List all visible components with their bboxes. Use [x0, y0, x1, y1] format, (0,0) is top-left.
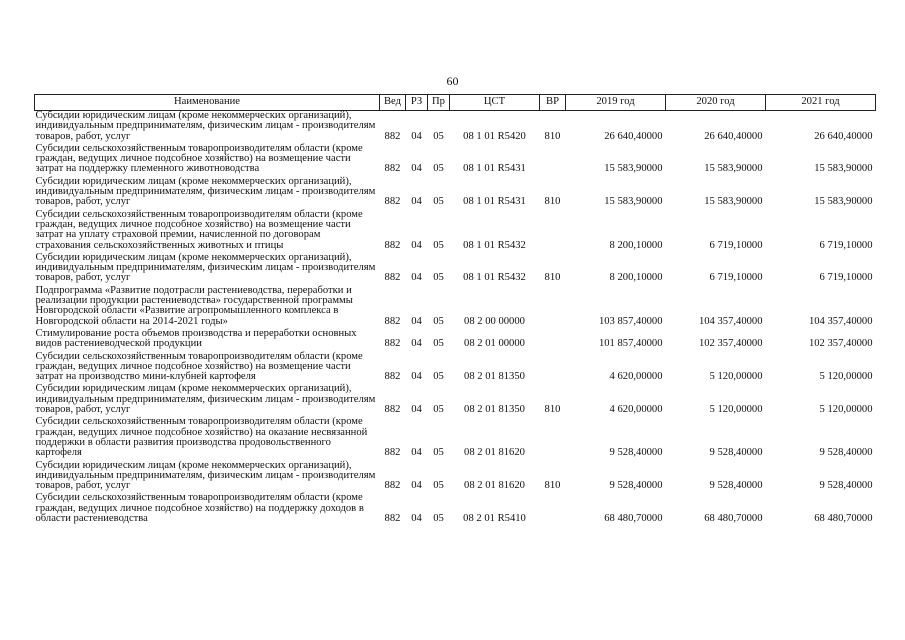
amount-2019-cell: 4 620,00000	[609, 371, 663, 383]
name-cell: Субсидии сельскохозяйственным товаропроизводителям области (кроме граждан, ведущих личное подсобное хозяйство) на возмещение части затрат на поддержку племенного животноводства	[35, 142, 363, 175]
column-header-vr: ВР	[540, 95, 566, 111]
rz-cell: 04	[411, 480, 422, 492]
name-cell: Субсидии сельскохозяйственным товаропроизводителям области (кроме граждан, ведущих личное подсобное хозяйство) на поддержку доходов в области растениеводства	[35, 492, 364, 524]
table-row	[35, 253, 876, 286]
rz-cell: 04	[411, 338, 422, 350]
cst-cell: 08 1 01 R5431	[463, 163, 526, 175]
amount-2021-cell: 26 640,40000	[814, 130, 873, 142]
rz-cell: 04	[411, 272, 422, 284]
ved-cell: 882	[384, 315, 401, 327]
amount-2020-cell: 26 640,40000	[704, 130, 763, 142]
ved-cell: 882	[384, 371, 401, 383]
vr-cell	[540, 329, 566, 352]
table-row	[35, 144, 876, 177]
vr-cell: 810	[544, 130, 561, 142]
table-row	[35, 210, 876, 253]
ved-cell: 882	[384, 163, 401, 175]
amount-2019-cell: 26 640,40000	[604, 130, 663, 142]
pr-cell: 05	[433, 196, 444, 208]
column-header-2021: 2021 год	[766, 95, 876, 111]
column-header-name: Наименование	[35, 95, 380, 111]
column-header-cst: ЦСТ	[450, 95, 540, 111]
amount-2020-cell: 102 357,40000	[698, 338, 763, 350]
amount-2021-cell: 6 719,10000	[819, 272, 873, 284]
table-row	[35, 111, 876, 144]
ved-cell: 882	[384, 272, 401, 284]
pr-cell: 05	[433, 338, 444, 350]
name-cell: Подпрограмма «Развитие подотрасли растениеводства, переработки и реализации продукции растениеводства» государственной программы Новгородской области «Развитие агропромышленного комплекса в Новгородской области на 2014-2021 годы»	[35, 284, 353, 327]
name-cell: Субсидии юридическим лицам (кроме некоммерческих организаций), индивидуальным предпринимателям, физическим лицам - производителям товаров, работ, услуг	[35, 459, 376, 492]
cst-cell: 08 2 01 81620	[464, 480, 525, 492]
amount-2020-cell: 68 480,70000	[704, 512, 763, 524]
pr-cell: 05	[433, 447, 444, 459]
table-row	[35, 286, 876, 329]
amount-2021-cell: 6 719,10000	[819, 239, 873, 251]
amount-2019-cell: 9 528,40000	[609, 447, 663, 459]
cst-cell: 08 1 01 R5431	[463, 196, 526, 208]
ved-cell: 882	[384, 239, 401, 251]
rz-cell: 04	[411, 196, 422, 208]
table-header-row	[35, 95, 876, 111]
amount-2020-cell: 104 357,40000	[698, 315, 763, 327]
amount-2020-cell: 15 583,90000	[704, 163, 763, 175]
amount-2021-cell: 5 120,00000	[819, 404, 873, 416]
amount-2019-cell: 15 583,90000	[604, 196, 663, 208]
amount-2020-cell: 9 528,40000	[709, 447, 763, 459]
amount-2021-cell: 5 120,00000	[819, 371, 873, 383]
table-row	[35, 493, 876, 526]
amount-2020-cell: 6 719,10000	[709, 272, 763, 284]
pr-cell: 05	[433, 272, 444, 284]
pr-cell: 05	[433, 480, 444, 492]
rz-cell: 04	[411, 163, 422, 175]
rz-cell: 04	[411, 315, 422, 327]
ved-cell: 882	[384, 447, 401, 459]
cst-cell: 08 2 01 81350	[464, 371, 525, 383]
ved-cell: 882	[384, 196, 401, 208]
pr-cell: 05	[433, 512, 444, 524]
table-row	[35, 384, 876, 417]
column-header-pr: Пр	[428, 95, 450, 111]
ved-cell: 882	[384, 338, 401, 350]
pr-cell: 05	[433, 130, 444, 142]
rz-cell: 04	[411, 239, 422, 251]
column-header-2019: 2019 год	[566, 95, 666, 111]
vr-cell: 810	[544, 272, 561, 284]
amount-2021-cell: 9 528,40000	[819, 447, 873, 459]
table-row	[35, 417, 876, 460]
amount-2021-cell: 9 528,40000	[819, 480, 873, 492]
vr-cell	[540, 286, 566, 329]
table-row	[35, 329, 876, 352]
vr-cell: 810	[544, 196, 561, 208]
pr-cell: 05	[433, 404, 444, 416]
amount-2021-cell: 15 583,90000	[814, 196, 873, 208]
rz-cell: 04	[411, 130, 422, 142]
amount-2019-cell: 68 480,70000	[604, 512, 663, 524]
column-header-2020: 2020 год	[666, 95, 766, 111]
name-cell: Субсидии юридическим лицам (кроме некоммерческих организаций), индивидуальным предпринимателям, физическим лицам - производителям товаров, работ, услуг	[35, 175, 376, 208]
vr-cell	[540, 144, 566, 177]
pr-cell: 05	[433, 239, 444, 251]
amount-2020-cell: 6 719,10000	[709, 239, 763, 251]
vr-cell	[540, 493, 566, 526]
page-number: 60	[446, 74, 459, 88]
name-cell: Субсидии сельскохозяйственным товаропроизводителям области (кроме граждан, ведущих личное подсобное хозяйство) на возмещение части затрат на уплату страховой премии, начисленной по договорам страхования сельскохозяйственных животных и птицы	[35, 208, 363, 251]
name-cell: Стимулирование роста объемов производства и переработки основных видов растениеводческой продукции	[35, 327, 357, 350]
column-header-ved: Вед	[380, 95, 406, 111]
ved-cell: 882	[384, 512, 401, 524]
cst-cell: 08 2 00 00000	[464, 315, 525, 327]
rz-cell: 04	[411, 512, 422, 524]
amount-2020-cell: 9 528,40000	[709, 480, 763, 492]
name-cell: Субсидии сельскохозяйственным товаропроизводителям области (кроме граждан, ведущих личное подсобное хозяйство) на оказание несвязанной поддержки в области развития производства продовольственного картофеля	[35, 416, 368, 459]
amount-2019-cell: 4 620,00000	[609, 404, 663, 416]
rz-cell: 04	[411, 404, 422, 416]
table-row	[35, 461, 876, 494]
table-row	[35, 177, 876, 210]
pr-cell: 05	[433, 371, 444, 383]
ved-cell: 882	[384, 404, 401, 416]
cst-cell: 08 2 01 00000	[464, 338, 525, 350]
amount-2019-cell: 8 200,10000	[609, 239, 663, 251]
ved-cell: 882	[384, 480, 401, 492]
amount-2019-cell: 8 200,10000	[609, 272, 663, 284]
cst-cell: 08 2 01 R5410	[463, 512, 526, 524]
amount-2020-cell: 5 120,00000	[709, 404, 763, 416]
table-row	[35, 352, 876, 385]
vr-cell: 810	[544, 480, 561, 492]
name-cell: Субсидии юридическим лицам (кроме некоммерческих организаций), индивидуальным предпринимателям, физическим лицам - производителям товаров, работ, услуг	[35, 251, 376, 284]
amount-2019-cell: 101 857,40000	[598, 338, 663, 350]
budget-table	[34, 94, 876, 526]
amount-2021-cell: 68 480,70000	[814, 512, 873, 524]
amount-2021-cell: 104 357,40000	[808, 315, 873, 327]
vr-cell: 810	[544, 404, 561, 416]
amount-2021-cell: 15 583,90000	[814, 163, 873, 175]
cst-cell: 08 1 01 R5432	[463, 239, 526, 251]
column-header-rz: РЗ	[406, 95, 428, 111]
name-cell: Субсидии юридическим лицам (кроме некоммерческих организаций), индивидуальным предпринимателям, физическим лицам - производителям товаров, работ, услуг	[35, 383, 376, 416]
amount-2019-cell: 103 857,40000	[598, 315, 663, 327]
pr-cell: 05	[433, 163, 444, 175]
name-cell: Субсидии сельскохозяйственным товаропроизводителям области (кроме граждан, ведущих личное подсобное хозяйство) на возмещение части затрат на производство мини-клубней картофеля	[35, 350, 363, 383]
ved-cell: 882	[384, 130, 401, 142]
cst-cell: 08 1 01 R5420	[463, 130, 526, 142]
vr-cell	[540, 417, 566, 460]
amount-2020-cell: 5 120,00000	[709, 371, 763, 383]
rz-cell: 04	[411, 447, 422, 459]
cst-cell: 08 1 01 R5432	[463, 272, 526, 284]
vr-cell	[540, 210, 566, 253]
pr-cell: 05	[433, 315, 444, 327]
name-cell: Субсидии юридическим лицам (кроме некоммерческих организаций), индивидуальным предпринимателям, физическим лицам - производителям товаров, работ, услуг	[35, 110, 376, 142]
cst-cell: 08 2 01 81620	[464, 447, 525, 459]
rz-cell: 04	[411, 371, 422, 383]
cst-cell: 08 2 01 81350	[464, 404, 525, 416]
amount-2019-cell: 9 528,40000	[609, 480, 663, 492]
amount-2020-cell: 15 583,90000	[704, 196, 763, 208]
amount-2019-cell: 15 583,90000	[604, 163, 663, 175]
amount-2021-cell: 102 357,40000	[808, 338, 873, 350]
vr-cell	[540, 352, 566, 385]
